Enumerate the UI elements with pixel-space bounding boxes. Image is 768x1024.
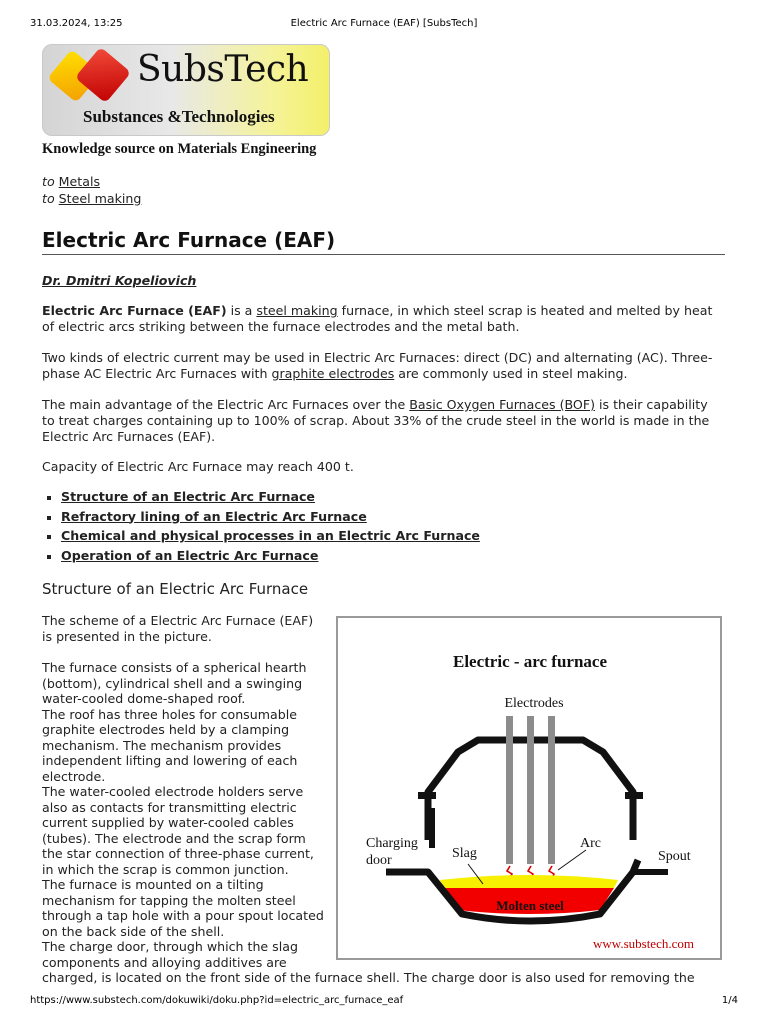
logo-subtitle: Substances &Technologies: [83, 107, 275, 126]
structure-paragraph: The scheme of a Electric Arc Furnace (EAF) is presented in the picture.: [42, 613, 314, 644]
section-heading: Structure of an Electric Arc Furnace: [42, 580, 309, 598]
table-of-contents: [42, 489, 480, 567]
label-molten-steel: Molten steel: [496, 898, 564, 913]
label-door: door: [366, 853, 392, 868]
toc-item: [42, 548, 480, 568]
page-title: Electric Arc Furnace (EAF): [42, 228, 725, 255]
substech-logo[interactable]: [42, 44, 330, 136]
breadcrumb-link-steel-making[interactable]: Steel making: [58, 191, 142, 206]
link-basic-oxygen-furnaces[interactable]: Basic Oxygen Furnaces (BOF): [409, 397, 596, 412]
furnace-diagram-svg: [338, 618, 720, 958]
toc-link-refractory[interactable]: Refractory lining of an Electric Arc Furnace: [61, 508, 367, 524]
breadcrumb: [42, 173, 141, 207]
electrode: [527, 716, 534, 864]
print-header: [30, 18, 738, 32]
label-electrodes: Electrodes: [504, 696, 564, 711]
author-link[interactable]: Dr. Dmitri Kopeliovich: [42, 273, 197, 288]
site-tagline: Knowledge source on Materials Engineering: [42, 141, 317, 157]
toc-link-structure[interactable]: Structure of an Electric Arc Furnace: [61, 489, 315, 504]
breadcrumb-prefix: to: [42, 174, 55, 189]
electrode: [506, 716, 513, 864]
breadcrumb-item: [42, 173, 141, 190]
breadcrumb-link-metals[interactable]: Metals: [58, 174, 101, 189]
intro-paragraph-3: [42, 397, 722, 445]
label-website: www.substech.com: [593, 936, 694, 951]
arc-pointer: [558, 850, 586, 870]
diagram-title: Electric - arc furnace: [452, 652, 608, 671]
intro-paragraph-4: [42, 459, 722, 475]
label-arc: Arc: [580, 836, 601, 851]
toc-link-processes[interactable]: Chemical and physical processes in an Electric Arc Furnace: [61, 528, 480, 543]
text: are commonly used in steel making.: [394, 366, 628, 381]
intro-bold-term: Electric Arc Furnace (EAF): [42, 303, 227, 318]
structure-paragraph: The furnace consists of a spherical hearth (bottom), cylindrical shell and a swinging water-cooled dome-shaped roof.: [42, 660, 307, 706]
print-date: 31.03.2024, 13:25: [30, 18, 123, 29]
print-url: https://www.substech.com/dokuwiki/doku.php?id=electric_arc_furnace_eaf: [30, 995, 404, 1006]
breadcrumb-prefix: to: [42, 191, 55, 206]
right-roof-flange: [625, 792, 643, 799]
label-slag: Slag: [452, 846, 477, 861]
intro-paragraph-2: [42, 350, 722, 382]
structure-paragraph-continued: charged, is located on the front side of the furnace shell. The charge door is also used for removing the: [42, 970, 695, 985]
toc-item: [42, 509, 480, 529]
breadcrumb-item: [42, 190, 141, 207]
slag-layer: [440, 875, 618, 888]
print-title: Electric Arc Furnace (EAF) [SubsTech]: [290, 18, 478, 29]
text: is their capability to treat charges containing up to 100% of scrap. About 33% of the crude steel in the world is made in the Electric Arc Furnaces (EAF).: [42, 397, 710, 444]
text: Two kinds of electric current may be used in Electric Arc Furnaces: direct (DC) and alternating (AC). Three-phase AC Electric Arc Furnaces with: [42, 350, 713, 381]
structure-text: [42, 613, 326, 970]
text: The main advantage of the Electric Arc Furnaces over the: [42, 397, 410, 412]
structure-paragraph: The roof has three holes for consumable graphite electrodes held by a clamping mechanism. The mechanism provides independent lifting and lowering of each electrode.: [42, 706, 298, 784]
link-graphite-electrodes[interactable]: graphite electrodes: [271, 366, 395, 381]
left-roof-flange: [418, 792, 436, 799]
logo-brand: SubsTech: [137, 49, 309, 90]
electrode: [548, 716, 555, 864]
structure-paragraph: The water-cooled electrode holders serve also as contacts for transmitting electric current supplied by water-cooled cables (tubes). The electrode and the scrap form the star connection of three-phase current, in which the scrap is common junction.: [42, 784, 314, 877]
toc-link-operation[interactable]: Operation of an Electric Arc Furnace: [61, 547, 319, 563]
intro-paragraph-1: [42, 303, 722, 335]
text: is a: [226, 303, 257, 318]
furnace-diagram: [336, 616, 722, 960]
label-spout: Spout: [658, 849, 691, 864]
structure-paragraph: The furnace is mounted on a tilting mechanism for tapping the molten steel through a tap hole with a pour spout located on the back side of the shell.: [42, 877, 324, 939]
toc-item: [42, 489, 480, 509]
print-footer: [30, 995, 738, 1009]
label-charging: Charging: [366, 836, 418, 851]
logo-red-square-icon: [75, 47, 131, 103]
link-steel-making[interactable]: steel making: [256, 303, 338, 318]
capacity-text: Capacity of Electric Arc Furnace may reach 400 t.: [42, 459, 354, 474]
print-page-number: 1/4: [721, 995, 738, 1006]
charging-door-frame: [429, 808, 435, 848]
toc-item: [42, 528, 480, 548]
text: furnace, in which steel scrap is heated and melted by heat of electric arcs striking between the furnace electrodes and the metal bath.: [42, 303, 713, 334]
structure-paragraph: The charge door, through which the slag components and alloying additives are: [42, 939, 298, 970]
